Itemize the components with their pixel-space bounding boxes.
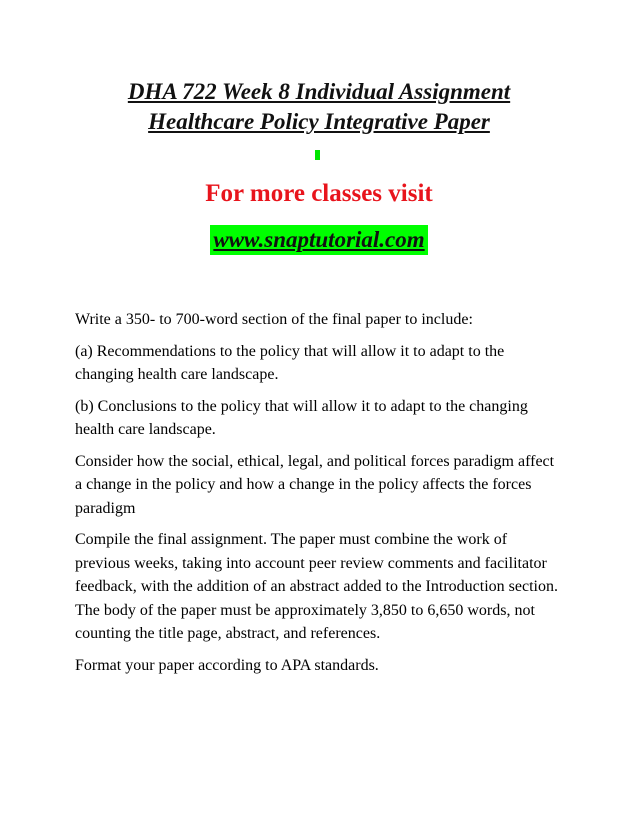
paragraph-format: Format your paper according to APA standards.	[75, 656, 379, 674]
highlight-marker	[315, 150, 320, 160]
website-link[interactable]: www.snaptutorial.com	[210, 225, 427, 255]
document-title-line-2: Healthcare Policy Integrative Paper	[148, 109, 490, 134]
paragraph-intro: Write a 350- to 700-word section of the final paper to include:	[75, 311, 473, 328]
link-container	[0, 225, 638, 255]
visit-heading: For more classes visit	[205, 180, 433, 207]
paragraph-conclusions: (b) Conclusions to the policy that will allow it to adapt to the changing health care landscape.	[75, 397, 528, 438]
paragraph-recommendations: (a) Recommendations to the policy that will allow it to adapt to the changing health care landscape.	[75, 342, 505, 383]
paragraph-forces-paradigm: Consider how the social, ethical, legal, and political forces paradigm affect a change in the policy and how a change in the policy affects the forces paradigm	[75, 452, 555, 517]
document-title-line-1: DHA 722 Week 8 Individual Assignment	[127, 79, 511, 104]
assignment-body	[75, 308, 563, 685]
paragraph-compile: Compile the final assignment. The paper must combine the work of previous weeks, taking into account peer review comments and facilitator feedback, with the addition of an abstract added to the Introduction section. The body of the paper must be approximately 3,850 to 6,650 words, not counting the title page, abstract, and references.	[75, 531, 558, 642]
